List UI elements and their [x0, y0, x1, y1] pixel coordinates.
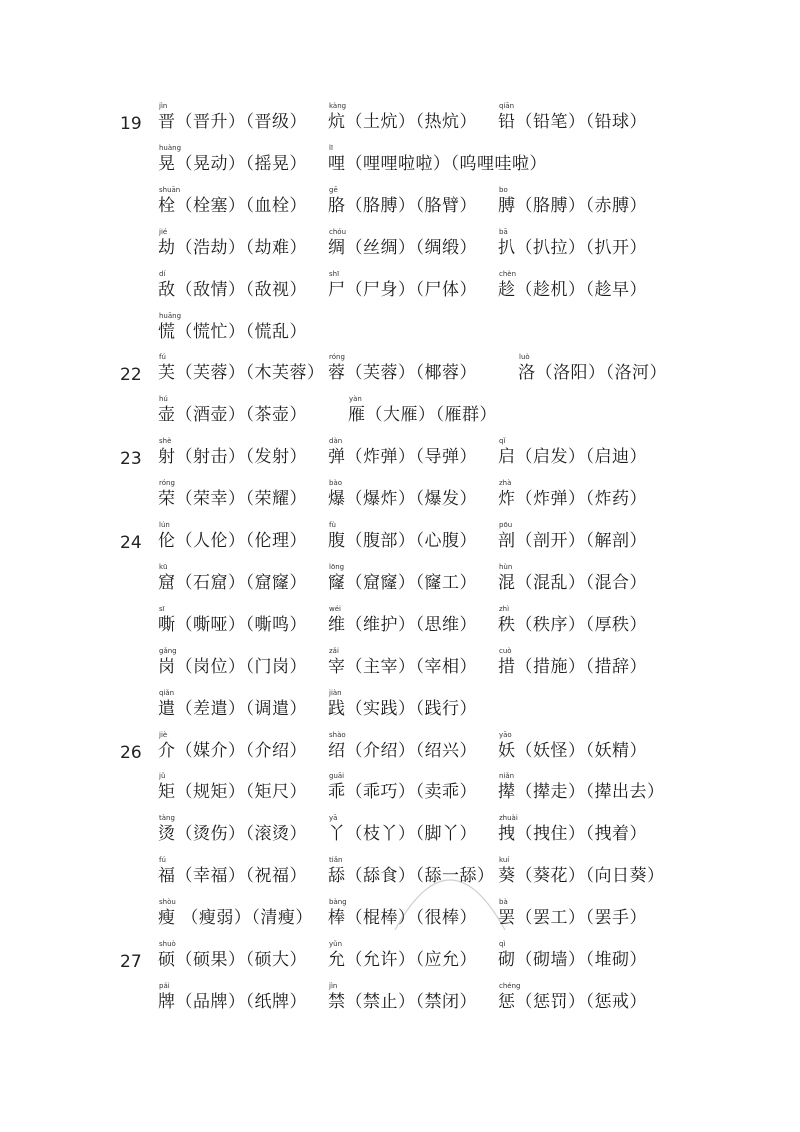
- word-examples: （媒介）（介绍）: [175, 740, 307, 761]
- vocab-row: [0, 521, 800, 563]
- word-examples: （栓塞）（血栓）: [175, 195, 307, 216]
- pinyin: zhà: [499, 479, 512, 488]
- pinyin: jié: [159, 227, 168, 236]
- word-examples: （幸福）（祝福）: [175, 866, 307, 887]
- pinyin: fú: [159, 353, 166, 362]
- vocab-entry: [158, 270, 307, 301]
- pinyin: lī: [329, 143, 333, 152]
- character: 启: [498, 447, 516, 468]
- character: 妖: [498, 740, 516, 761]
- character: 慌: [158, 321, 176, 342]
- character: 砌: [498, 950, 516, 970]
- pinyin: zhuài: [499, 814, 518, 823]
- vocab-row: [0, 144, 800, 186]
- character: 尸: [328, 279, 346, 300]
- vocab-entry: [158, 144, 307, 175]
- vocab-entry: [328, 102, 477, 133]
- pinyin: qiǎn: [159, 688, 175, 697]
- word-examples: （芙蓉）（木芙蓉）: [175, 363, 325, 384]
- pinyin: shuò: [159, 940, 176, 948]
- word-examples: （趁机）（趁早）: [515, 279, 647, 300]
- vocab-entry: [158, 814, 307, 845]
- pinyin: bo: [499, 185, 508, 194]
- character: 铅: [498, 112, 516, 132]
- word-examples: （铅笔）（铅球）: [515, 112, 647, 132]
- vocab-entry: [158, 856, 307, 887]
- vocab-entry: [498, 563, 647, 594]
- pinyin: qiān: [499, 102, 515, 110]
- vocab-entry: [328, 228, 477, 259]
- character: 惩: [498, 991, 516, 1012]
- character: 晋: [158, 112, 176, 132]
- word-examples: （扒拉）（扒开）: [515, 237, 647, 258]
- word-examples: （秩序）（厚秩）: [515, 614, 647, 635]
- vocab-row: [0, 479, 800, 521]
- vocab-entry: [328, 982, 477, 1013]
- vocab-entry: [328, 940, 477, 971]
- word-examples: （品牌）（纸牌）: [175, 991, 307, 1012]
- pinyin: jǔ: [159, 772, 166, 781]
- word-examples: （晃动）（摇晃）: [175, 153, 307, 174]
- character: 弹: [328, 447, 346, 468]
- word-examples: （罢工）（罢手）: [515, 908, 647, 929]
- pinyin: yāo: [499, 730, 512, 739]
- vocab-entry: [328, 605, 477, 636]
- character: 荣: [158, 489, 176, 510]
- pinyin: bào: [329, 479, 343, 488]
- pinyin: zǎi: [329, 646, 339, 655]
- vocab-entry: [498, 437, 647, 468]
- pinyin: gē: [329, 185, 338, 194]
- pinyin: cuò: [499, 646, 512, 655]
- character: 趁: [498, 279, 516, 300]
- pinyin: hùn: [499, 562, 513, 571]
- vocab-entry: [498, 772, 665, 803]
- vocab-entry: [158, 437, 307, 468]
- word-examples: （尸身）（尸体）: [345, 279, 477, 300]
- pinyin: róng: [159, 479, 175, 488]
- vocab-row: [0, 772, 800, 814]
- character: 矩: [158, 782, 176, 803]
- pinyin: qǐ: [499, 437, 506, 446]
- character: 措: [498, 656, 516, 677]
- pinyin: luò: [519, 353, 530, 362]
- word-examples: （炸弹）（导弹）: [345, 447, 477, 468]
- character: 烫: [158, 824, 176, 845]
- word-examples: （炸弹）（炸药）: [515, 489, 647, 510]
- vocab-entry: [158, 186, 307, 217]
- vocab-entry: [328, 731, 477, 762]
- word-examples: （荣幸）（荣耀）: [175, 489, 307, 510]
- vocab-entry: [328, 563, 477, 594]
- vocab-entry: [498, 521, 647, 552]
- vocab-row: [0, 689, 800, 731]
- word-examples: （丝绸）（绸缎）: [345, 237, 477, 258]
- pinyin: niǎn: [499, 772, 515, 781]
- word-examples: （实践）（践行）: [345, 698, 477, 719]
- pinyin: huāng: [159, 311, 182, 320]
- lesson-number: 22: [120, 365, 142, 386]
- vocab-row: [0, 940, 800, 982]
- character: 敌: [158, 279, 176, 300]
- word-examples: （胳膊）（胳臂）: [345, 195, 477, 216]
- word-examples: （烫伤）（滚烫）: [175, 824, 307, 845]
- lesson-number: 27: [120, 952, 142, 972]
- pinyin: chéng: [499, 981, 521, 990]
- pinyin: róng: [329, 353, 345, 362]
- pinyin: huàng: [159, 143, 182, 152]
- vocab-entry: [348, 395, 497, 426]
- vocab-row: [0, 563, 800, 605]
- vocab-entry: [328, 689, 477, 720]
- pinyin: dàn: [329, 437, 343, 446]
- character: 扒: [498, 237, 516, 258]
- word-examples: （惩罚）（惩戒）: [515, 991, 647, 1012]
- vocab-entry: [328, 521, 477, 552]
- vocab-entry: [158, 479, 307, 510]
- character: 允: [328, 950, 346, 970]
- character: 剖: [498, 531, 516, 551]
- pinyin: lōng: [329, 562, 345, 571]
- pinyin: lún: [159, 521, 170, 529]
- vocab-entry: [498, 940, 647, 971]
- vocab-row: [0, 605, 800, 647]
- character: 劫: [158, 237, 176, 258]
- pinyin: fú: [159, 856, 166, 865]
- vocab-entry: [158, 102, 307, 133]
- pinyin: yàn: [349, 395, 362, 404]
- vocab-entry: [158, 395, 307, 426]
- character: 践: [328, 698, 346, 719]
- word-examples: （石窟）（窟窿）: [175, 572, 307, 593]
- character: 膊: [498, 195, 516, 216]
- pinyin: kū: [159, 562, 168, 571]
- vocab-entry: [158, 563, 307, 594]
- pinyin: dí: [159, 269, 166, 278]
- pinyin: jìn: [329, 981, 338, 990]
- word-examples: （棍棒）（很棒）: [345, 908, 477, 929]
- pinyin: pōu: [499, 521, 513, 529]
- character: 岗: [158, 656, 176, 677]
- character: 射: [158, 447, 176, 468]
- vocab-entry: [158, 228, 307, 259]
- vocab-entry: [158, 898, 313, 929]
- character: 窿: [328, 572, 346, 593]
- character: 窟: [158, 572, 176, 593]
- character: 雁: [348, 405, 366, 426]
- vocab-row: [0, 353, 800, 395]
- pinyin: fù: [329, 521, 336, 529]
- character: 芙: [158, 363, 176, 384]
- pinyin: bà: [499, 898, 508, 907]
- vocab-entry: [328, 186, 477, 217]
- pinyin: sī: [159, 604, 165, 613]
- vocab-row: [0, 228, 800, 270]
- vocab-entry: [158, 521, 307, 552]
- vocab-entry: [498, 898, 647, 929]
- vocab-entry: [498, 228, 647, 259]
- word-examples: （洛阳）（洛河）: [535, 363, 667, 384]
- vocab-entry: [328, 772, 477, 803]
- character: 晃: [158, 153, 176, 174]
- vocab-entry: [158, 689, 307, 720]
- character: 罢: [498, 908, 516, 929]
- word-examples: （浩劫）（劫难）: [175, 237, 307, 258]
- vocab-entry: [498, 479, 647, 510]
- character: 棒: [328, 908, 346, 929]
- vocab-entry: [328, 270, 477, 301]
- pinyin: kàng: [329, 102, 347, 110]
- word-examples: （规矩）（矩尺）: [175, 782, 307, 803]
- word-examples: （窟窿）（窿工）: [345, 572, 477, 593]
- word-examples: （主宰）（宰相）: [345, 656, 477, 677]
- pinyin: chèn: [499, 269, 517, 278]
- character: 炸: [498, 489, 516, 510]
- character: 伦: [158, 531, 176, 551]
- word-examples: （人伦）（伦理）: [175, 531, 307, 551]
- word-examples: （胳膊）（赤膊）: [515, 195, 647, 216]
- character: 介: [158, 740, 176, 761]
- character: 遣: [158, 698, 176, 719]
- pinyin: chóu: [329, 227, 347, 236]
- character: 宰: [328, 656, 346, 677]
- vocab-entry: [328, 814, 477, 845]
- vocab-entry: [158, 312, 307, 343]
- character: 舔: [328, 866, 346, 887]
- word-examples: （瘦弱）（清瘦）: [175, 908, 313, 929]
- pinyin: yā: [329, 814, 338, 823]
- vocab-entry: [498, 731, 647, 762]
- word-examples: （介绍）（绍兴）: [345, 740, 477, 761]
- character: 乖: [328, 782, 346, 803]
- word-examples: （射击）（发射）: [175, 447, 307, 468]
- word-examples: （措施）（措辞）: [515, 656, 647, 677]
- vocab-row: [0, 731, 800, 773]
- vocab-entry: [498, 814, 647, 845]
- pinyin: tiǎn: [329, 856, 343, 865]
- pinyin: tàng: [159, 814, 175, 823]
- vocab-row: [0, 270, 800, 312]
- vocab-entry: [328, 144, 547, 175]
- vocab-entry: [158, 772, 307, 803]
- pinyin: shòu: [159, 898, 176, 907]
- character: 拽: [498, 824, 516, 845]
- pinyin: bā: [499, 227, 508, 236]
- character: 嘶: [158, 614, 176, 635]
- word-examples: （允许）（应允）: [345, 950, 477, 970]
- word-examples: （土炕）（热炕）: [345, 112, 477, 132]
- character: 腹: [328, 531, 346, 551]
- pinyin: kuí: [499, 856, 510, 865]
- character: 洛: [518, 363, 536, 384]
- character: 丫: [328, 824, 346, 845]
- pinyin: shuān: [159, 185, 181, 194]
- character: 秩: [498, 614, 516, 635]
- word-examples: （慌忙）（慌乱）: [175, 321, 307, 342]
- character: 维: [328, 614, 346, 635]
- word-examples: （酒壶）（茶壶）: [175, 405, 307, 426]
- character: 爆: [328, 489, 346, 510]
- pinyin: gǎng: [159, 646, 177, 655]
- word-examples: （砌墙）（堆砌）: [515, 950, 647, 970]
- character: 蓉: [328, 363, 346, 384]
- word-examples: （禁止）（禁闭）: [345, 991, 477, 1012]
- vocab-entry: [518, 353, 667, 384]
- vocab-entry: [328, 856, 495, 887]
- vocab-row: [0, 898, 800, 940]
- word-examples: （敌情）（敌视）: [175, 279, 307, 300]
- lesson-number: 24: [120, 533, 142, 553]
- pinyin: qì: [499, 940, 506, 948]
- word-examples: （维护）（思维）: [345, 614, 477, 635]
- vocab-entry: [498, 605, 647, 636]
- character: 葵: [498, 866, 516, 887]
- vocab-entry: [328, 479, 477, 510]
- word-examples: （剖开）（解剖）: [515, 531, 647, 551]
- character: 壶: [158, 405, 176, 426]
- vocab-row: [0, 102, 800, 144]
- pinyin: shī: [329, 269, 340, 278]
- vocab-row: [0, 647, 800, 689]
- word-examples: （启发）（启迪）: [515, 447, 647, 468]
- character: 福: [158, 866, 176, 887]
- vocab-entry: [328, 353, 477, 384]
- word-examples: （大雁）（雁群）: [365, 405, 497, 426]
- word-examples: （晋升）（晋级）: [175, 112, 307, 132]
- pinyin: jiè: [159, 730, 168, 739]
- pinyin: wéi: [329, 604, 341, 613]
- word-examples: （硕果）（硕大）: [175, 950, 307, 970]
- word-examples: （混乱）（混合）: [515, 572, 647, 593]
- word-examples: （腹部）（心腹）: [345, 531, 477, 551]
- pinyin: shè: [159, 437, 172, 446]
- character: 混: [498, 572, 516, 593]
- vocab-entry: [158, 605, 307, 636]
- word-examples: （葵花）（向日葵）: [515, 866, 665, 887]
- pinyin: jìn: [159, 102, 168, 110]
- pinyin: jiàn: [329, 688, 342, 697]
- word-examples: （嘶哑）（嘶鸣）: [175, 614, 307, 635]
- vocab-entry: [328, 647, 477, 678]
- vocab-entry: [158, 940, 307, 971]
- vocab-row: [0, 186, 800, 228]
- word-examples: （拽住）（拽着）: [515, 824, 647, 845]
- vocab-row: [0, 856, 800, 898]
- character: 哩: [328, 153, 346, 174]
- word-examples: （哩哩啦啦）（呜哩哇啦）: [345, 153, 547, 174]
- character: 硕: [158, 950, 176, 970]
- word-examples: （妖怪）（妖精）: [515, 740, 647, 761]
- character: 栓: [158, 195, 176, 216]
- character: 瘦: [158, 908, 176, 929]
- vocab-row: [0, 437, 800, 479]
- vocab-entry: [328, 437, 477, 468]
- vocab-entry: [498, 186, 647, 217]
- word-examples: （乖巧）（卖乖）: [345, 782, 477, 803]
- pinyin: zhì: [499, 604, 510, 613]
- word-examples: （撵走）（撵出去）: [515, 782, 665, 803]
- vocab-row: [0, 395, 800, 437]
- character: 绸: [328, 237, 346, 258]
- pinyin: hú: [159, 395, 168, 404]
- pinyin: guāi: [329, 772, 345, 781]
- vocab-row: [0, 814, 800, 856]
- character: 绍: [328, 740, 346, 761]
- vocab-entry: [498, 982, 647, 1013]
- vocab-entry: [328, 898, 477, 929]
- vocab-entry: [158, 731, 307, 762]
- vocab-entry: [158, 647, 307, 678]
- pinyin: shào: [329, 730, 346, 739]
- character: 禁: [328, 991, 346, 1012]
- character: 撵: [498, 782, 516, 803]
- pinyin: pái: [159, 981, 170, 990]
- character: 炕: [328, 112, 346, 132]
- vocab-entry: [498, 856, 665, 887]
- vocab-entry: [498, 102, 647, 133]
- word-examples: （枝丫）（脚丫）: [345, 824, 477, 845]
- pinyin: bàng: [329, 898, 347, 907]
- character: 胳: [328, 195, 346, 216]
- word-examples: （岗位）（门岗）: [175, 656, 307, 677]
- lesson-number: 19: [120, 114, 142, 134]
- word-examples: （爆炸）（爆发）: [345, 489, 477, 510]
- vocab-entry: [498, 270, 647, 301]
- lesson-number: 26: [120, 742, 142, 763]
- vocab-row: [0, 312, 800, 354]
- word-examples: （舔食）（舔一舔）: [345, 866, 495, 887]
- vocab-entry: [158, 353, 325, 384]
- pinyin: yǔn: [329, 940, 343, 948]
- vocab-entry: [158, 982, 307, 1013]
- vocab-entry: [498, 647, 647, 678]
- lesson-number: 23: [120, 449, 142, 470]
- word-examples: （芙蓉）（椰蓉）: [345, 363, 477, 384]
- vocab-row: [0, 982, 800, 1024]
- character: 牌: [158, 991, 176, 1012]
- word-examples: （差遣）（调遣）: [175, 698, 307, 719]
